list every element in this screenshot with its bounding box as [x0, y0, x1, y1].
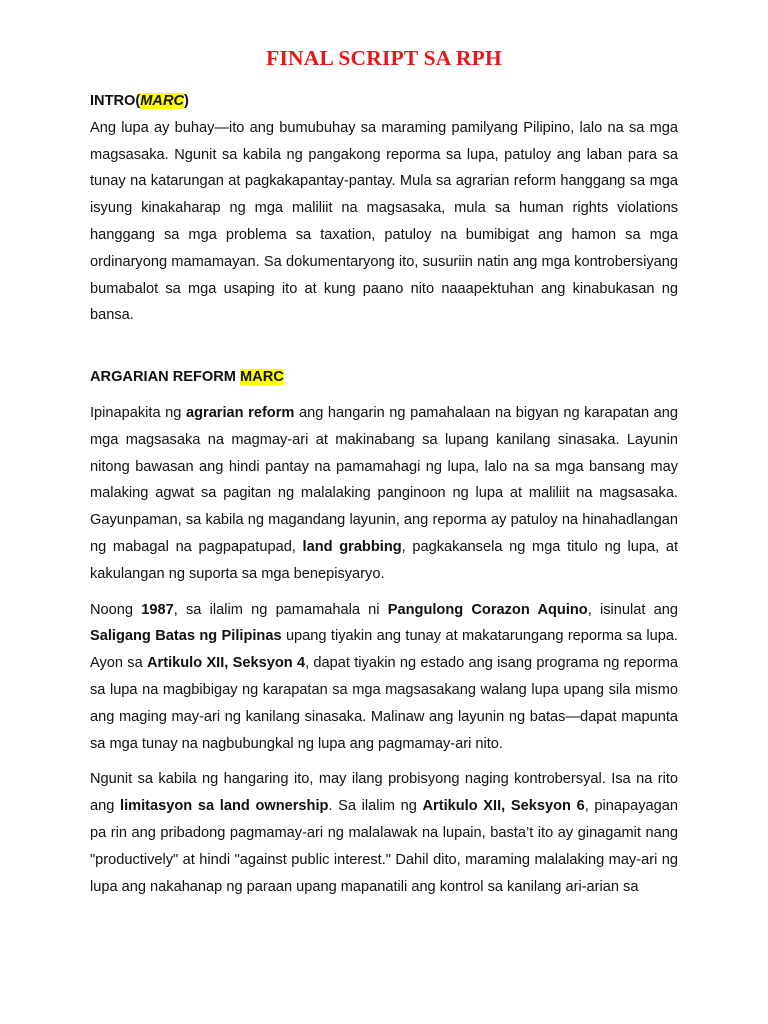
p2-bold-constitution: Saligang Batas ng Pilipinas — [90, 628, 282, 645]
section-spacer — [90, 329, 678, 364]
intro-paragraph: Ang lupa ay buhay—ito ang bumubuhay sa maraming pamilyang Pilipino, lalo na sa mga magsasaka. Ngunit sa kabila ng pangakong reporma sa lupa, patuloy ang laban para sa tunay na katarungan at pagkakapantay-pantay. Mula sa agrarian reform hanggang sa mga isyung kinakaharap ng mga maliliit na magsasaka, mula sa human rights violations hanggang sa mga problema sa taxation, patuloy na bumibigat ang hamon sa mga ordinaryong mamamayan. Sa dokumentaryong ito, susuriin natin ang mga kontrobersiyang bumabalot sa mga usaping ito at kung paano nito naaapektuhan ang kinabukasan ng bansa. — [90, 119, 678, 324]
p3-text-2: . Sa ilalim ng — [328, 798, 423, 815]
p1-bold-agrarian-reform: agrarian reform — [185, 404, 295, 421]
agrarian-heading-marc: MARC — [240, 369, 284, 386]
p2-text-1: Noong — [90, 601, 142, 618]
p3-bold-article-section-6: Artikulo XII, Seksyon 6 — [422, 798, 585, 815]
p2-text-3: , isinulat ang — [587, 601, 678, 618]
p2-bold-article-section-4: Artikulo XII, Seksyon 4 — [147, 655, 306, 672]
p2-bold-president: Pangulong Corazon Aquino — [387, 601, 588, 618]
document-title: FINAL SCRIPT SA RPH — [266, 46, 502, 70]
document-body — [90, 88, 678, 900]
agrarian-paragraph-2 — [90, 597, 678, 758]
p2-text-2: , sa ilalim ng pamamahala ni — [173, 601, 388, 618]
agrarian-heading-label: ARGARIAN REFORM — [90, 369, 240, 386]
agrarian-paragraph-1 — [90, 400, 678, 588]
heading-spacer — [90, 391, 678, 400]
paragraph-gap — [90, 757, 678, 766]
agrarian-heading — [90, 364, 678, 391]
p1-text-3: , pagkakansela ng mga titulo ng lupa, at kakulangan ng suporta sa mga benepisyaryo. — [90, 538, 679, 582]
intro-heading-marc: MARC — [140, 93, 185, 109]
p3-text-1: Ngunit sa kabila ng hangaring ito, may ilang probisyong naging kontrobersyal. Isa na rito ang — [90, 771, 678, 815]
p1-bold-land-grabbing: land grabbing — [302, 538, 402, 555]
p2-text-5: , dapat tiyakin ng estado ang isang programa ng reporma sa lupa na magbibigay ng karapatan sa mga magsasakang walang lupa upang sila mismo ang maging may-ari ng kanilang sinasaka. Malinaw ang layunin ng batas—dapat mapunta sa mga tunay na nagbubungkal ng lupa ang pagmamay-ari nito. — [90, 655, 678, 752]
p1-text-1: Ipinapakita ng — [90, 404, 186, 421]
intro-heading-close: ) — [184, 93, 189, 109]
p2-text-4: upang tiyakin ang tunay at makatarungang reporma sa lupa. Ayon sa — [90, 628, 678, 672]
p1-text-2: ang hangarin ng pamahalaan na bigyan ng karapatan ang mga magsasaka na magmay-ari at makinabang sa lupang kanilang sinasaka. Layunin nitong bawasan ang hindi pantay na pamamahagi ng lupa, lalo na sa mga bansang may malaking agwat sa pagitan ng malalaking panginoon ng lupa at maliliit na magsasaka. Gayunpaman, sa kabila ng magandang layunin, ang reporma ay patuloy na hinahadlangan ng mabagal na pagpapatupad, — [90, 404, 679, 555]
p3-bold-land-ownership: limitasyon sa land ownership — [120, 798, 329, 815]
intro-heading-label: INTRO( — [90, 93, 141, 109]
paragraph-gap — [90, 588, 678, 597]
p2-bold-year: 1987 — [141, 601, 174, 618]
intro-heading — [90, 88, 678, 115]
p3-text-3: , pinapayagan pa rin ang pribadong pagmamay-ari ng malalawak na lupain, basta’t ito ay ginagamit nang "productively" at hindi "against public interest." Dahil dito, maraming malalaking may-ari ng lupa ang nakahanap ng paraan upang mapanatili ang kontrol sa kanilang ari-arian sa — [90, 798, 678, 895]
agrarian-paragraph-3 — [90, 766, 678, 900]
